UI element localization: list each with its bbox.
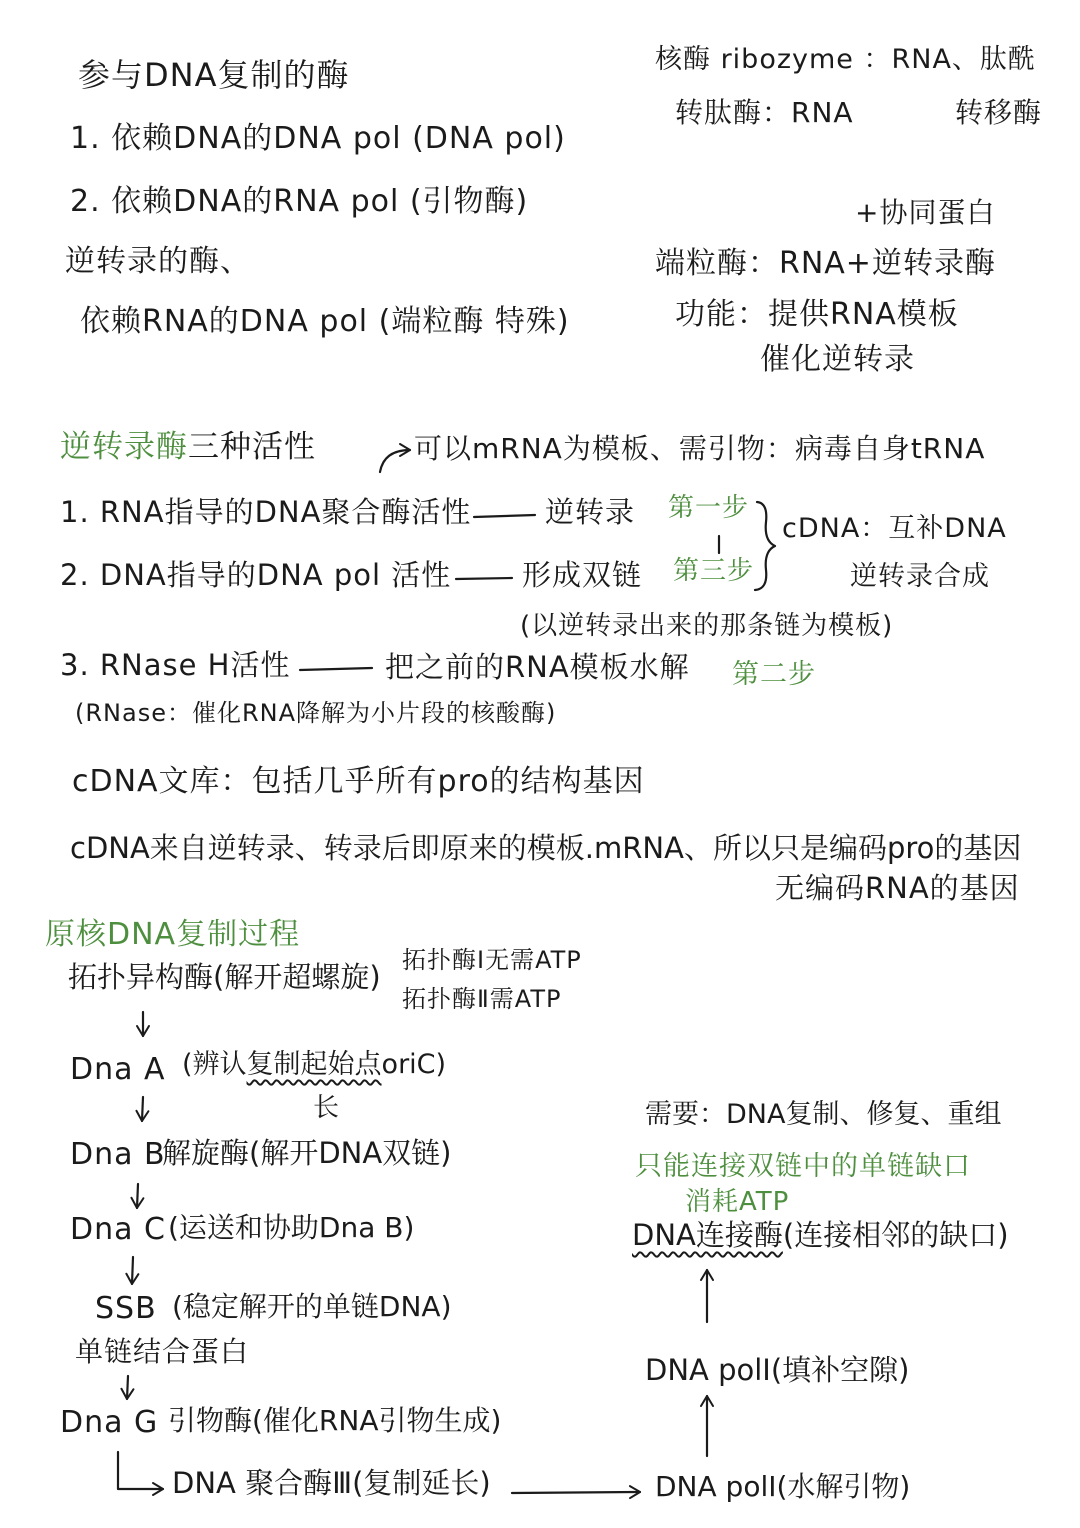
- ribozyme-line-1: 核酶 ribozyme ：RNA、肽酰: [655, 44, 1036, 75]
- rt-activity-3-step: 第二步: [732, 659, 816, 690]
- ssb-description: (稳定解开的单链DNA): [172, 1290, 452, 1323]
- enzyme-item-2: 2. 依赖DNA的RNA pol (引物酶): [70, 184, 529, 219]
- enzymes-title: 参与DNA复制的酶: [78, 56, 350, 94]
- dash-line-activity-2: [456, 578, 512, 579]
- telomerase-addon: +协同蛋白: [855, 196, 996, 229]
- telomerase-composition: 端粒酶：RNA+逆转录酶: [655, 246, 996, 281]
- dnaa-note: 长: [313, 1093, 341, 1123]
- ligase-note-2: 消耗ATP: [685, 1187, 790, 1217]
- rt-note: 可以mRNA为模板、需引物：病毒自身tRNA: [414, 432, 986, 465]
- arrow-right-icon: [512, 1492, 640, 1493]
- telomerase-function: 功能：提供RNA模板: [675, 297, 959, 332]
- cdna-library: cDNA文库：包括几乎所有pro的结构基因: [72, 764, 645, 799]
- dnab-description: 解旋酶(解开DNA双链): [162, 1136, 452, 1170]
- cdna-origin-2: 无编码RNA的基因: [775, 871, 1020, 905]
- dna-ligase-description: (连接相邻的缺口): [782, 1218, 1009, 1252]
- dnac-description: (运送和协助Dna B): [168, 1211, 415, 1244]
- dash-line-activity-3: [300, 668, 372, 670]
- reverse-enzyme-heading: 逆转录的酶、: [65, 244, 251, 279]
- template-note: (以逆转录出来的那条链为模板): [520, 611, 894, 641]
- ribozyme-line-2: 转肽酶：RNA: [675, 96, 854, 129]
- arrow-down-icon: [127, 1376, 128, 1399]
- rt-activity-3-result: 把之前的RNA模板水解: [385, 650, 690, 684]
- dnaa-desc-pre: (辨认: [182, 1049, 247, 1080]
- dnaa-description: [182, 1050, 446, 1080]
- enzyme-item-1: 1. 依赖DNA的DNA pol (DNA pol): [70, 121, 566, 156]
- ribozyme-line-2-tail: 转移酶: [955, 96, 1043, 129]
- ssb-alias: 单链结合蛋白: [75, 1335, 250, 1368]
- reverse-enzyme-item: 依赖RNA的DNA pol (端粒酶 特殊): [80, 304, 570, 339]
- arrow-turn-right-icon: [118, 1452, 163, 1489]
- topoisomerase-note-2: 拓扑酶Ⅱ需ATP: [402, 985, 562, 1013]
- dnac-name: Dna C: [70, 1212, 166, 1247]
- dnag-name: Dna G: [60, 1405, 159, 1440]
- rt-heading-text: 三种活性: [188, 429, 316, 465]
- ligase-note-1: 只能连接双链中的单链缺口: [635, 1151, 971, 1182]
- topoisomerase: 拓扑异构酶(解开超螺旋): [68, 960, 381, 994]
- arrow-down-icon: [132, 1257, 133, 1284]
- dna-ligase-name: DNA连接酶: [632, 1218, 783, 1252]
- dnaa-desc-post: oriC): [381, 1049, 447, 1080]
- dnaa-desc-origin: 复制起始点: [246, 1049, 382, 1080]
- cdna-definition-2: 逆转录合成: [850, 561, 990, 592]
- rnase-note: (RNase：催化RNA降解为小片段的核酸酶): [75, 699, 557, 727]
- rt-heading-highlight: 逆转录酶: [60, 429, 188, 465]
- rt-heading: [60, 430, 316, 464]
- curved-arrow-icon: [380, 450, 410, 472]
- rt-activity-3-label: 3. RNase H活性: [60, 648, 291, 682]
- rt-activity-2-result: 形成双链: [522, 558, 643, 592]
- rt-activity-1-result: 逆转录: [545, 495, 636, 529]
- brace-icon: [755, 502, 775, 590]
- arrow-down-icon: [137, 1184, 138, 1208]
- dna-ligase: [632, 1220, 1009, 1252]
- dna-pol-i-hydrolysis: DNA polⅠ(水解引物): [655, 1470, 911, 1503]
- dnab-name: Dna B: [70, 1137, 166, 1172]
- cdna-origin: cDNA来自逆转录、转录后即原来的模板.mRNA、所以只是编码pro的基因: [70, 831, 1022, 865]
- arrow-down-icon: [142, 1097, 143, 1121]
- dash-line-activity-1: [474, 515, 535, 517]
- dna-pol-i-fill: DNA polⅠ(填补空隙): [645, 1353, 910, 1387]
- replication-title: 原核DNA复制过程: [45, 917, 301, 952]
- topoisomerase-note-1: 拓扑酶Ⅰ无需ATP: [402, 946, 582, 974]
- rt-activity-2-label: 2. DNA指导的DNA pol 活性: [60, 558, 452, 592]
- rt-activity-2-step: 第三步: [673, 556, 755, 586]
- rt-activity-1-label: 1. RNA指导的DNA聚合酶活性: [60, 495, 472, 529]
- telomerase-function-2: 催化逆转录: [760, 342, 915, 377]
- cdna-definition: cDNA：互补DNA: [782, 513, 1007, 544]
- dna-pol-iii: DNA 聚合酶Ⅲ(复制延长): [172, 1466, 491, 1500]
- dnag-description: 引物酶(催化RNA引物生成): [168, 1404, 502, 1437]
- dnaa-name: Dna A: [70, 1052, 166, 1087]
- ligase-need: 需要：DNA复制、修复、重组: [645, 1099, 1002, 1130]
- ssb-name: SSB: [95, 1291, 157, 1326]
- rt-activity-1-step: 第一步: [668, 493, 750, 523]
